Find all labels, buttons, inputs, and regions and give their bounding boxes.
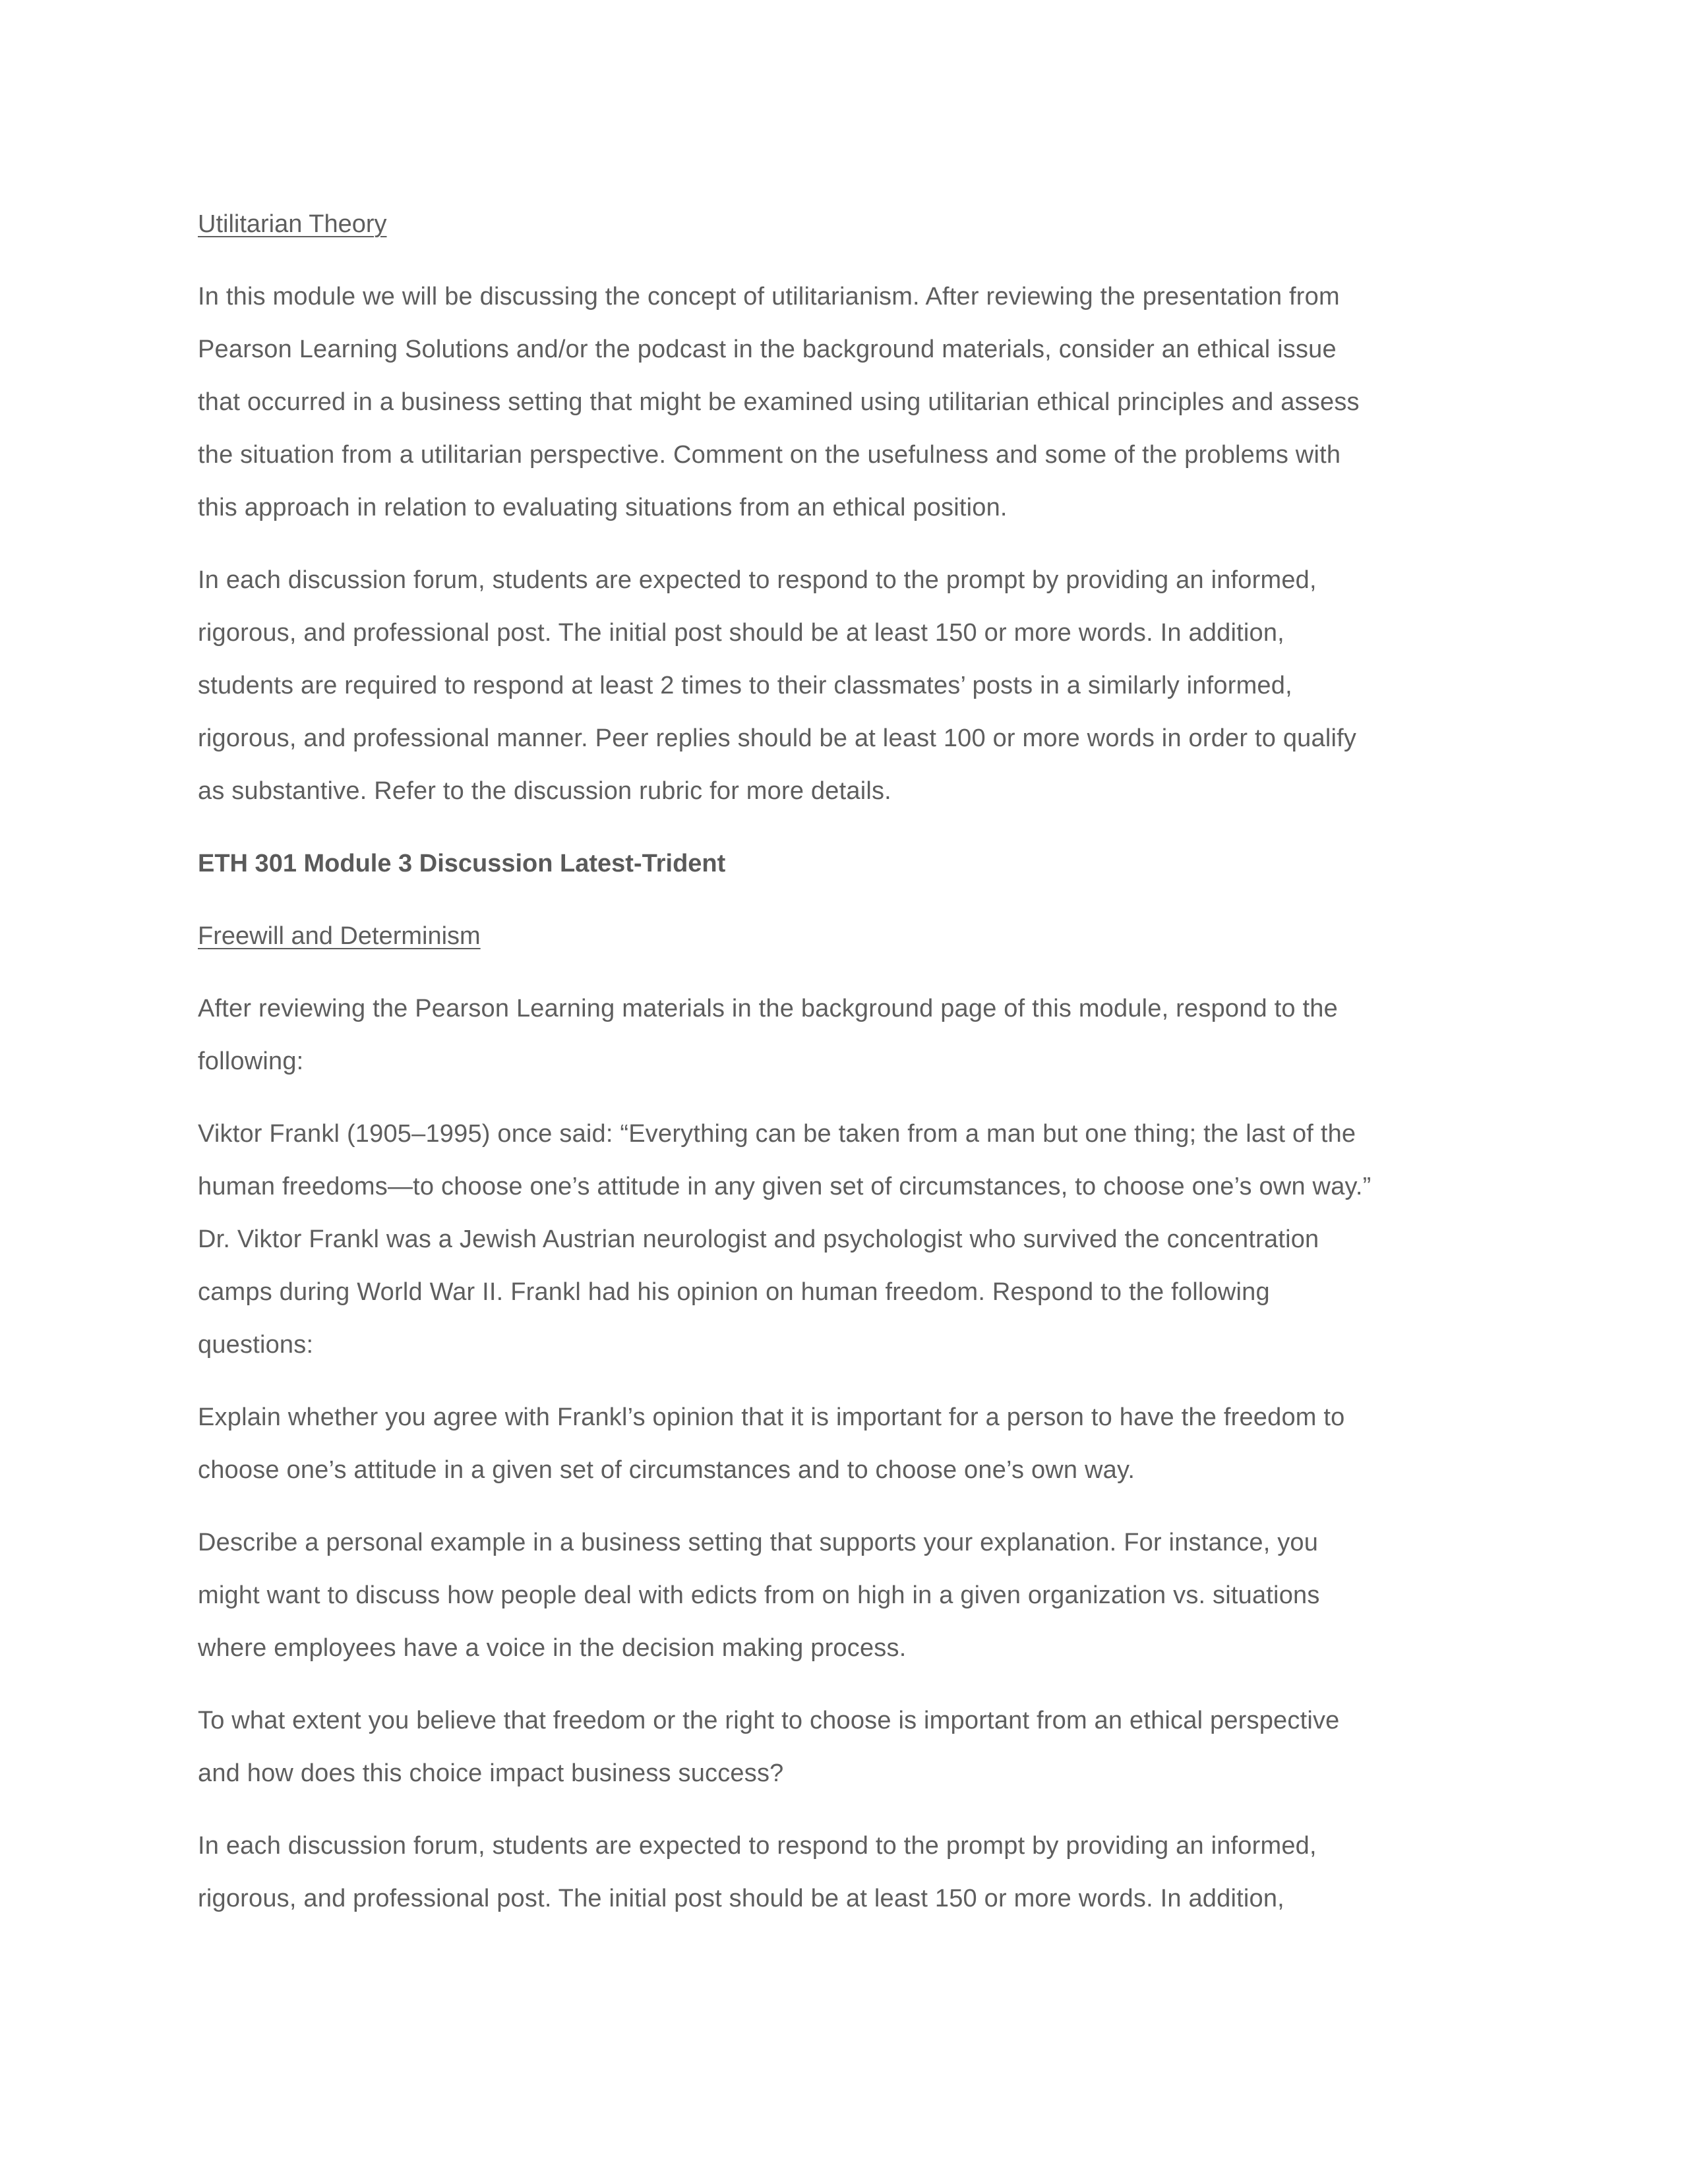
freewill-intro-paragraph xyxy=(198,982,1490,1088)
frankl-quote-paragraph xyxy=(198,1107,1490,1371)
paragraph-line: Pearson Learning Solutions and/or the podcast in the background materials, consider an ethical issue xyxy=(198,336,1337,363)
paragraph-line: Dr. Viktor Frankl was a Jewish Austrian neurologist and psychologist who survived the concentration xyxy=(198,1225,1319,1253)
paragraph-line: To what extent you believe that freedom or the right to choose is important from an ethical perspective xyxy=(198,1707,1340,1734)
paragraph-line: Explain whether you agree with Frankl’s opinion that it is important for a person to have the freedom to xyxy=(198,1403,1345,1431)
paragraph-line: human freedoms—to choose one’s attitude in any given set of circumstances, to choose one’s own way.” xyxy=(198,1173,1372,1200)
paragraph-line: In each discussion forum, students are expected to respond to the prompt by providing an informed, xyxy=(198,566,1317,594)
utilitarian-requirements-paragraph xyxy=(198,554,1490,817)
paragraph-line: this approach in relation to evaluating situations from an ethical position. xyxy=(198,494,1008,521)
paragraph-line: Describe a personal example in a business setting that supports your explanation. For instance, you xyxy=(198,1529,1319,1556)
paragraph-line: students are required to respond at least 2 times to their classmates’ posts in a similarly informed, xyxy=(198,672,1292,699)
paragraph-line: the situation from a utilitarian perspective. Comment on the usefulness and some of the problems with xyxy=(198,441,1341,469)
freewill-requirements-paragraph xyxy=(198,1819,1490,1925)
question-describe-paragraph xyxy=(198,1516,1490,1674)
utilitarian-theory-heading: Utilitarian Theory xyxy=(198,210,387,238)
paragraph-line: following: xyxy=(198,1048,304,1075)
paragraph-line: that occurred in a business setting that might be examined using utilitarian ethical principles and assess xyxy=(198,388,1360,416)
utilitarian-intro-paragraph xyxy=(198,270,1490,534)
paragraph-line: camps during World War II. Frankl had his opinion on human freedom. Respond to the following xyxy=(198,1278,1270,1306)
paragraph-line: questions: xyxy=(198,1331,314,1359)
paragraph-line: After reviewing the Pearson Learning materials in the background page of this module, respond to the xyxy=(198,995,1338,1022)
paragraph-line: In each discussion forum, students are expected to respond to the prompt by providing an informed, xyxy=(198,1832,1317,1860)
paragraph-line: as substantive. Refer to the discussion rubric for more details. xyxy=(198,777,891,805)
paragraph-line: In this module we will be discussing the concept of utilitarianism. After reviewing the presentation from xyxy=(198,283,1340,310)
question-extent-paragraph xyxy=(198,1694,1490,1800)
freewill-heading: Freewill and Determinism xyxy=(198,922,481,950)
paragraph-line: might want to discuss how people deal with edicts from on high in a given organization vs. situations xyxy=(198,1581,1320,1609)
paragraph-line: Viktor Frankl (1905–1995) once said: “Everything can be taken from a man but one thing; the last of the xyxy=(198,1120,1356,1148)
paragraph-line: rigorous, and professional post. The initial post should be at least 150 or more words. In addition, xyxy=(198,1885,1284,1912)
module3-title: ETH 301 Module 3 Discussion Latest-Trident xyxy=(198,850,726,877)
paragraph-line: choose one’s attitude in a given set of circumstances and to choose one’s own way. xyxy=(198,1456,1135,1484)
paragraph-line: where employees have a voice in the decision making process. xyxy=(198,1634,907,1662)
paragraph-line: and how does this choice impact business success? xyxy=(198,1759,784,1787)
paragraph-line: rigorous, and professional post. The initial post should be at least 150 or more words. In addition, xyxy=(198,619,1284,647)
question-explain-paragraph xyxy=(198,1391,1490,1496)
paragraph-line: rigorous, and professional manner. Peer replies should be at least 100 or more words in order to qualify xyxy=(198,724,1357,752)
document-page xyxy=(198,198,1490,1945)
